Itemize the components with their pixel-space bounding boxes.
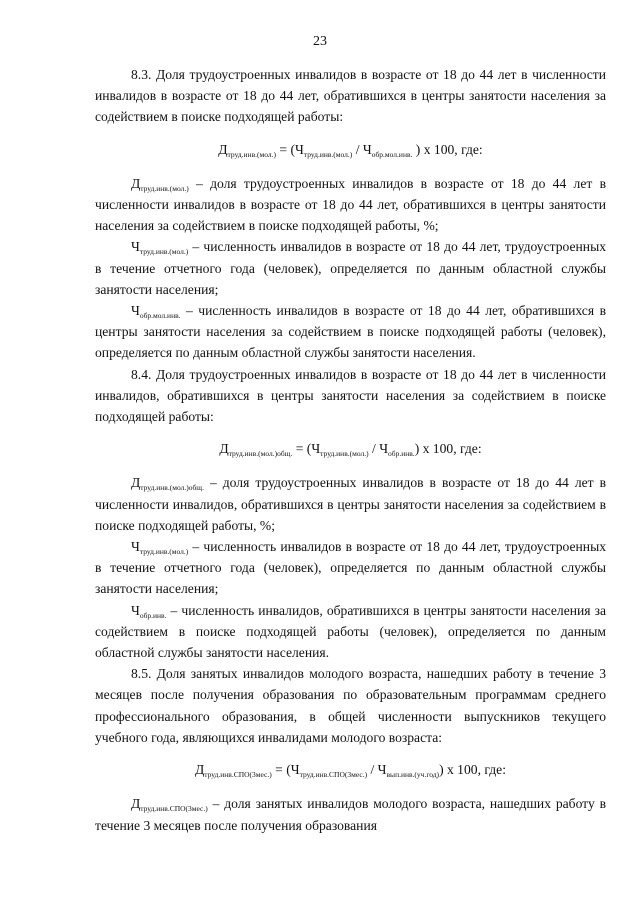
section-8-3-definition: $Д_{труд.инв.(мол.)}$ – доля трудоустроенных инвалидов в возрасте от 18 до 44 лет в численности инвалидов в возрасте от 18 до 44 лет, обратившихся в центры занятости населения за содействием в поиске подходящей работы, %; <box>95 175 606 234</box>
section-8-4-formula: $Д_{труд.инв.(мол.)общ.} = (Ч_{труд.инв.(мол.)} / Ч_{обр.инв.})$ x 100, где: <box>219 441 482 459</box>
section-8-3-heading: 8.3. Доля трудоустроенных инвалидов в возрасте от 18 до 44 лет в численности инвалидов в возрасте от 18 до 44 лет, обратившихся в центры занятости населения за содействием в поиске подходящей работы: <box>95 67 606 125</box>
section-8-3-definition: $Ч_{обр.мол.инв.}$ – численность инвалидов в возрасте от 18 до 44 лет, обратившихся в центры занятости населения за содействием в поиске подходящей работы (человек), определяется по данным областной службы занятости населения. <box>95 303 606 361</box>
section-8-5-heading: 8.5. Доля занятых инвалидов молодого возраста, нашедших работу в течение 3 месяцев после получения образования по образовательным программам среднего профессионального образования, в общей численности выпускников текущего учебного года, являющихся инвалидами молодого возраста: <box>95 666 606 745</box>
section-8-4-heading: 8.4. Доля трудоустроенных инвалидов в возрасте от 18 до 44 лет в численности инвалидов, обратившихся в центры занятости населения за содействием в поиске подходящей работы: <box>95 366 606 425</box>
section-8-3-definition: $Ч_{труд.инв.(мол.)}$ – численность инвалидов в возрасте от 18 до 44 лет, трудоустроенных в течение отчетного года (человек), определяется по данным областной службы занятости населения; <box>95 239 606 297</box>
section-8-5-definition: $Д_{труд.инв.СПО(3мес.)}$ – доля занятых инвалидов молодого возраста, нашедших работу в течение 3 месяцев после получения образования <box>95 796 606 833</box>
section-8-4-definition: $Ч_{труд.инв.(мол.)}$ – численность инвалидов в возрасте от 18 до 44 лет, трудоустроенных в течение отчетного года (человек), определяется по данным областной службы занятости населения; <box>95 539 606 597</box>
section-8-4-definition: $Д_{труд.инв.(мол.)общ.}$ – доля трудоустроенных инвалидов в возрасте от 18 до 44 лет в численности инвалидов, обратившихся в центры занятости населения за содействием в поиске подходящей работы, %; <box>95 475 606 533</box>
section-8-5-formula: $Д_{труд.инв.СПО(3мес.)} = (Ч_{труд.инв.СПО(3мес.)} / Ч_{вып.инв.(уч.год)})$ x 100, где: <box>195 762 506 780</box>
section-8-4-definition: $Ч_{обр.инв.}$ – численность инвалидов, обратившихся в центры занятости населения за содействием в поиске подходящей работы (человек), определяется по данным областной службы занятости населения. <box>95 602 606 661</box>
page-content <box>95 64 606 836</box>
page-number: 23 <box>313 34 327 49</box>
section-8-3-formula: $Д_{труд.инв.(мол.)} = (Ч_{труд.инв.(мол.)} / Ч_{обр.мол.инв.}$ ) x 100, где: <box>218 141 483 159</box>
